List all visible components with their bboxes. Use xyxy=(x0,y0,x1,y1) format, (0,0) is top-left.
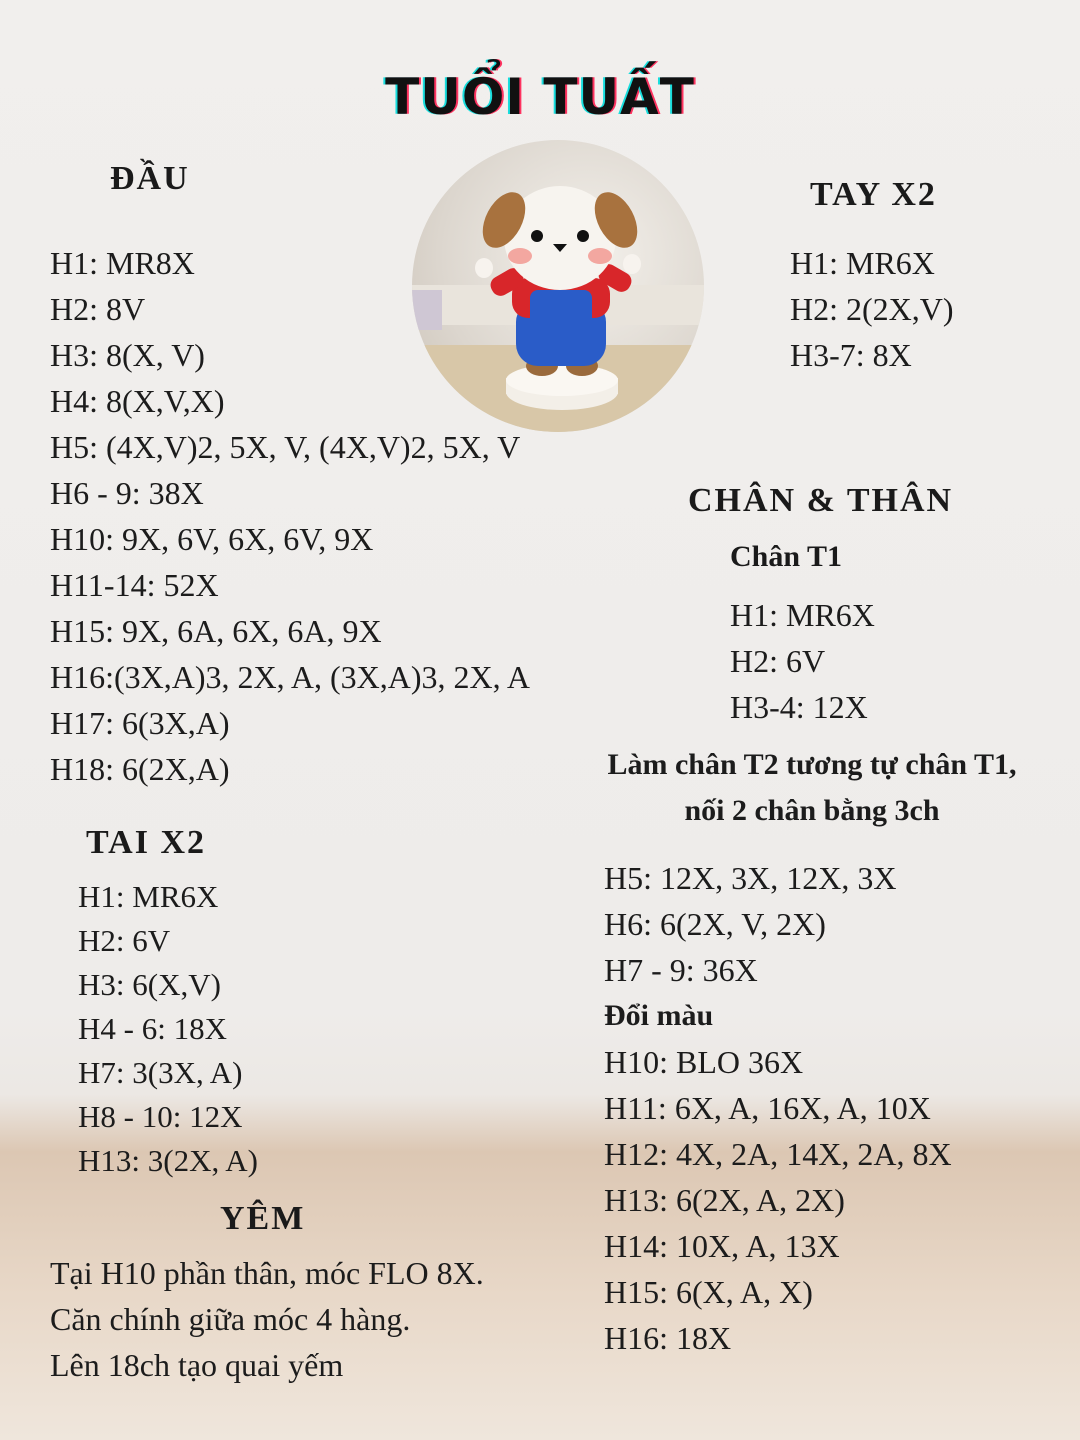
list-item: H15: 6(X, A, X) xyxy=(604,1274,813,1310)
list-item: H13: 6(2X, A, 2X) xyxy=(604,1182,845,1218)
yem-heading: YÊM xyxy=(220,1200,306,1237)
list-item: H7: 3(3X, A) xyxy=(78,1055,243,1090)
list-item: H17: 6(3X,A) xyxy=(50,705,230,741)
list-item: H4: 8(X,V,X) xyxy=(50,383,225,419)
dau-rows xyxy=(50,240,530,792)
list-item: H5: (4X,V)2, 5X, V, (4X,V)2, 5X, V xyxy=(50,429,521,465)
dau-heading: ĐẦU xyxy=(110,160,190,197)
list-item: H1: MR6X xyxy=(78,879,219,914)
list-item: H3-7: 8X xyxy=(790,337,912,373)
list-item: H2: 2(2X,V) xyxy=(790,291,954,327)
note-line: nối 2 chân bằng 3ch xyxy=(684,794,940,827)
tai-rows xyxy=(78,875,258,1183)
list-item: Tại H10 phần thân, móc FLO 8X. xyxy=(50,1255,484,1291)
list-item: H2: 6V xyxy=(730,643,826,679)
list-item: H3: 6(X,V) xyxy=(78,967,221,1002)
list-item: H10: 9X, 6V, 6X, 6V, 9X xyxy=(50,521,374,557)
list-item: H12: 4X, 2A, 14X, 2A, 8X xyxy=(604,1136,952,1172)
list-item: H13: 3(2X, A) xyxy=(78,1143,258,1178)
list-item: Lên 18ch tạo quai yếm xyxy=(50,1347,344,1383)
list-item: H7 - 9: 36X xyxy=(604,952,758,988)
list-item: H1: MR6X xyxy=(790,245,935,281)
list-item: H15: 9X, 6A, 6X, 6A, 9X xyxy=(50,613,382,649)
chan-t1-subheading: Chân T1 xyxy=(730,540,843,573)
list-item: H6 - 9: 38X xyxy=(50,475,204,511)
body-rows xyxy=(604,855,952,1361)
list-item: H11-14: 52X xyxy=(50,567,219,603)
chan-t1-rows xyxy=(730,592,875,730)
list-item: H6: 6(2X, V, 2X) xyxy=(604,906,826,942)
page-title: TUỔI TUẤT xyxy=(385,68,695,126)
chan-than-heading: CHÂN & THÂN xyxy=(688,482,954,519)
list-item: H8 - 10: 12X xyxy=(78,1099,243,1134)
list-item: H2: 6V xyxy=(78,923,171,958)
note-line: Làm chân T2 tương tự chân T1, xyxy=(607,748,1017,781)
tay-heading: TAY X2 xyxy=(810,176,937,213)
tai-heading: TAI X2 xyxy=(86,824,206,861)
list-item: H4 - 6: 18X xyxy=(78,1011,227,1046)
join-legs-note xyxy=(562,742,1062,834)
list-item: H3-4: 12X xyxy=(730,689,868,725)
list-item: H18: 6(2X,A) xyxy=(50,751,230,787)
list-item: H14: 10X, A, 13X xyxy=(604,1228,840,1264)
list-item: Căn chính giữa móc 4 hàng. xyxy=(50,1301,411,1337)
list-item: H1: MR6X xyxy=(730,597,875,633)
yem-rows xyxy=(50,1250,484,1388)
list-item: H3: 8(X, V) xyxy=(50,337,205,373)
list-item: H5: 12X, 3X, 12X, 3X xyxy=(604,860,897,896)
list-item: H10: BLO 36X xyxy=(604,1044,804,1080)
list-item: H16: 18X xyxy=(604,1320,732,1356)
color-change-label: Đổi màu xyxy=(604,999,714,1032)
list-item: H16:(3X,A)3, 2X, A, (3X,A)3, 2X, A xyxy=(50,659,530,695)
list-item: H1: MR8X xyxy=(50,245,195,281)
list-item: H11: 6X, A, 16X, A, 10X xyxy=(604,1090,931,1126)
list-item: H2: 8V xyxy=(50,291,146,327)
tay-rows xyxy=(790,240,954,378)
